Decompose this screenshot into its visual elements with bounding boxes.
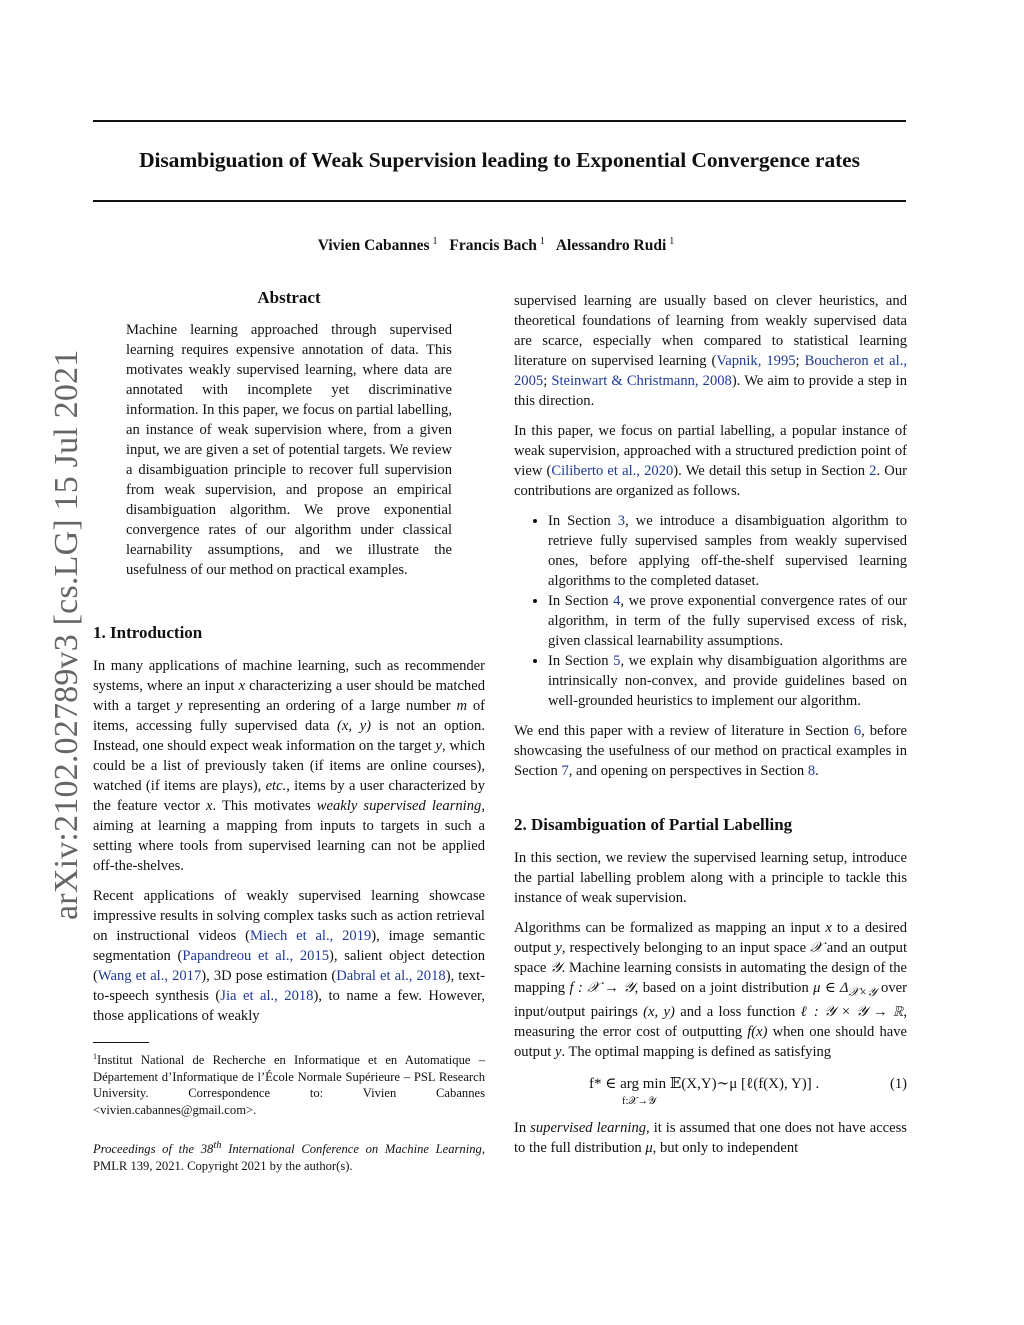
body-paragraph: In supervised learning, it is assumed that one does not have access to the full distribution μ, but only to independent (514, 1119, 907, 1156)
section-link[interactable]: 3 (617, 513, 626, 529)
equation-expression: f* ∈ arg min 𝔼(X,Y)∼μ [ℓ(f(X), Y)] . (589, 1075, 820, 1092)
body-paragraph: Algorithms can be formalized as mapping an input x to a desired output y, respectively belonging to an input space 𝒳 and an output space 𝒴. Machine learning consists in automating the design of the mapping f : 𝒳 → 𝒴, based on a joint distribution μ ∈ $\Delta_{𝒳\times 𝒴}$ over input/output pairings (x, y) and a loss function ℓ : 𝒴 × 𝒴 → ℝ, measuring the error cost of outputting f(x) when one should have output y. The optimal mapping is defined as satisfying (514, 920, 908, 1060)
section-link[interactable]: 7 (561, 763, 569, 779)
footnote-rule (93, 1042, 149, 1043)
right-column (514, 291, 907, 1168)
section-link[interactable]: 8 (807, 763, 816, 779)
body-paragraph: supervised learning are usually based on clever heuristics, and theoretical foundations of learning from weakly supervised data are scarce, especially when compared to statistical learning literature on supervised learning (Vapnik, 1995; Boucheron et al., 2005; Steinwart & Christmann, 2008). We aim to provide a step in this direction. (514, 293, 908, 409)
citation-link[interactable]: Dabral et al., 2018 (336, 968, 446, 984)
citation-link[interactable]: Vapnik, 1995 (716, 353, 796, 369)
author-name: Francis Bach (449, 237, 537, 255)
section-link[interactable]: 2 (869, 463, 877, 479)
citation-link[interactable]: Jia et al., 2018 (220, 988, 314, 1004)
citation-link[interactable]: Miech et al., 2019 (249, 928, 372, 944)
list-item: • In Section 5, we explain why disambiguation algorithms are intrinsically non-convex, and provide guidelines based on well-grounded heuristics to implement our algorithm. (548, 651, 907, 711)
body-paragraph: We end this paper with a review of literature in Section 6, before showcasing the usefulness of our method on practical examples in Section 7, and opening on perspectives in Section 8. (514, 723, 907, 779)
author-list (0, 236, 1000, 255)
section-link[interactable]: 6 (853, 723, 862, 739)
section-heading-disambiguation: 2. Disambiguation of Partial Labelling (514, 815, 793, 834)
affiliation-footnote: $^1$Institut National de Recherche en Informatique et en Automatique – Département d’Informatique de l’École Normale Supérieure – PSL Research University. Correspondence to: Vivien Cabannes <vivien.cabannes@gmail.com>. (93, 1052, 485, 1117)
arxiv-identifier: arXiv:2102.02789v3 [cs.LG] 15 Jul 2021 (48, 349, 85, 920)
author-affiliation-mark: 1 (669, 236, 675, 247)
body-paragraph: In this section, we review the supervised learning setup, introduce the partial labelling problem along with a principle to tackle this instance of weak supervision. (514, 850, 907, 906)
author-name: Vivien Cabannes (317, 237, 430, 255)
contributions-list (514, 511, 907, 711)
left-column (93, 288, 485, 1174)
list-item: • In Section 4, we prove exponential convergence rates of our algorithm, in term of the fully supervised excess of risk, given classical learnability assumptions. (548, 591, 907, 651)
title-bottom-rule (93, 200, 906, 202)
citation-link[interactable]: Ciliberto et al., 2020 (551, 463, 674, 479)
citation-link[interactable]: Steinwart & Christmann, 2008 (551, 373, 732, 389)
section-link[interactable]: 4 (613, 593, 621, 609)
list-item: • In Section 3, we introduce a disambiguation algorithm to retrieve fully supervised samples from weakly supervised ones, before applying off-the-shelf supervised learning algorithms to the completed dataset. (548, 511, 907, 591)
equation-subscript: f:𝒳→𝒴 (622, 1095, 657, 1107)
author-affiliation-mark: 1 (432, 236, 438, 247)
section-heading-introduction: 1. Introduction (93, 623, 203, 642)
paper-title: Disambiguation of Weak Supervision leading to Exponential Convergence rates (139, 148, 860, 172)
citation-link[interactable]: Boucheron et al., 2005 (514, 353, 908, 389)
author-name: Alessandro Rudi (555, 237, 667, 255)
section-link[interactable]: 5 (613, 653, 621, 669)
equation-1 (514, 1072, 907, 1114)
equation-number: (1) (889, 1075, 907, 1092)
author-affiliation-mark: 1 (539, 236, 545, 247)
abstract-heading: Abstract (257, 288, 321, 307)
citation-link[interactable]: Papandreou et al., 2015 (182, 948, 330, 964)
intro-paragraph-1: In many applications of machine learning, such as recommender systems, where an input x characterizing a user should be matched with a target y representing an ordering of a large number m of items, accessing fully supervised data (x, y) is not an option. Instead, one should expect weak information on the target y, which could be a list of previously taken (if items are online courses), watched (if items are plays), etc., items by a user characterized by the feature vector x. This motivates weakly supervised learning, aiming at learning a mapping from inputs to targets in such a setting where tools from supervised learning can not be applied off-the-shelves. (93, 658, 485, 874)
abstract-text: Machine learning approached through supervised learning requires expensive annotation of data. This motivates weakly supervised learning, where data are annotated with incomplete yet discriminative information. In this paper, we focus on partial labelling, an instance of weak supervision where, from a given input, we are given a set of potential targets. We review a disambiguation principle to recover full supervision from weak supervision, and propose an empirical disambiguation algorithm. We prove exponential convergence rates of our algorithm under classical learnability assumptions, and we illustrate the usefulness of our method on practical examples. (126, 322, 452, 578)
title-top-rule (93, 120, 906, 122)
proceedings-note: Proceedings of the 38th International Conference on Machine Learning, PMLR 139, 2021. Copyright 2021 by the author(s). (93, 1140, 485, 1173)
intro-paragraph-2: Recent applications of weakly supervised learning showcase impressive results in solving complex tasks such as action retrieval on instructional videos (Miech et al., 2019), image semantic segmentation (Papandreou et al., 2015), salient object detection (Wang et al., 2017), 3D pose estimation (Dabral et al., 2018), text-to-speech synthesis (Jia et al., 2018), to name a few. However, those applications of weakly (93, 888, 486, 1024)
body-paragraph: In this paper, we focus on partial labelling, a popular instance of weak supervision, approached with a structured prediction point of view (Ciliberto et al., 2020). We detail this setup in Section 2. Our contributions are organized as follows. (514, 423, 907, 499)
citation-link[interactable]: Wang et al., 2017 (97, 968, 202, 984)
